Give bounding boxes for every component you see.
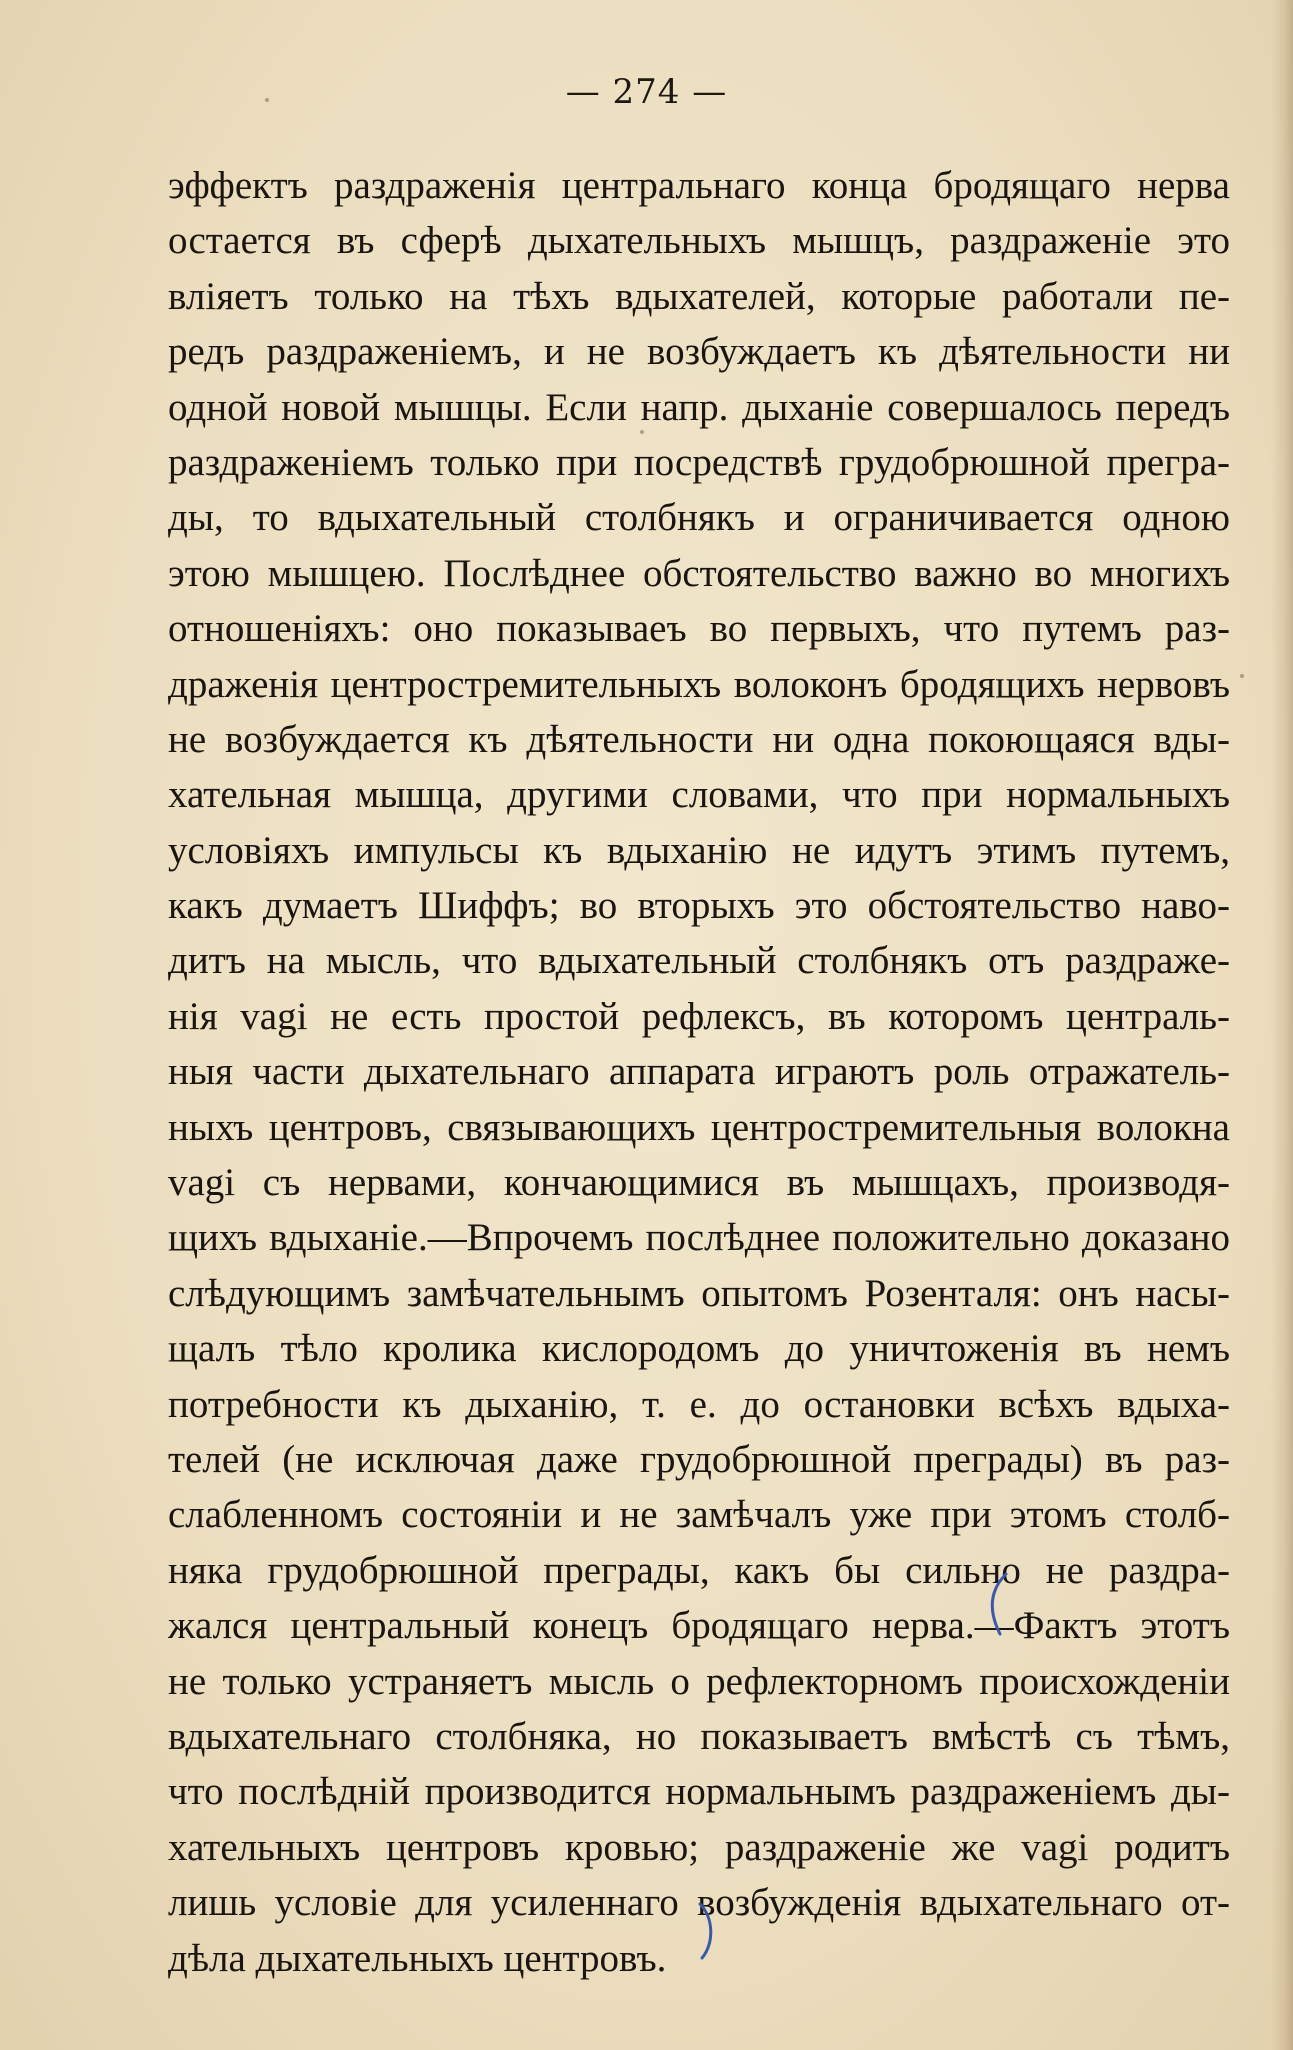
speck xyxy=(1240,674,1244,678)
text-line: хательныхъ центровъ кровью; раздраженіе же vagi родитъ xyxy=(168,1825,1230,1869)
text-line: няка грудобрюшной преграды, какъ бы сильно не раздра- xyxy=(168,1548,1230,1592)
pencil-bracket-mark-icon xyxy=(982,1570,1012,1640)
text-line-last: дѣла дыхательныхъ центровъ. xyxy=(168,1936,667,1980)
text-line: этою мышцею. Послѣднее обстоятельство важно во многихъ xyxy=(168,551,1230,595)
text-line: телей (не исключая даже грудобрюшной преграды) въ раз- xyxy=(168,1437,1230,1481)
text-line: слабленномъ состояніи и не замѣчалъ уже при этомъ столб- xyxy=(168,1493,1230,1537)
text-line: не возбуждается къ дѣятельности ни одна покоющаяся вды- xyxy=(168,717,1230,761)
text-line: вдыхательнаго столбняка, но показываетъ вмѣстѣ съ тѣмъ, xyxy=(168,1714,1230,1758)
text-line: слѣдующимъ замѣчательнымъ опытомъ Розенталя: онъ насы- xyxy=(168,1271,1230,1315)
text-line: vagi съ нервами, кончающимися въ мышцахъ, производя- xyxy=(168,1161,1230,1205)
text-line: ныхъ центровъ, связывающихъ центростремительныя волокна xyxy=(168,1105,1230,1149)
text-line: вліяетъ только на тѣхъ вдыхателей, которые работали пе- xyxy=(168,274,1230,318)
text-line: не только устраняетъ мысль о рефлекторномъ происхожденіи xyxy=(168,1659,1230,1703)
text-line: какъ думаетъ Шиффъ; во вторыхъ это обстоятельство наво- xyxy=(168,884,1230,928)
text-line: щалъ тѣло кролика кислородомъ до уничтоженія въ немъ xyxy=(168,1327,1230,1371)
text-line: остается въ сферѣ дыхательныхъ мышцъ, раздраженіе это xyxy=(168,219,1230,263)
body-text xyxy=(168,158,1230,1986)
text-line: потребности къ дыханію, т. е. до остановки всѣхъ вдыха- xyxy=(168,1382,1230,1426)
page-number: — 274 — xyxy=(565,72,728,112)
text-line: нія vagi не есть простой рефлексъ, въ которомъ централь- xyxy=(168,994,1230,1038)
text-line: ды, то вдыхательный столбнякъ и ограничивается одною xyxy=(168,496,1230,540)
pencil-closing-bracket-icon xyxy=(696,1900,720,1962)
text-line: дитъ на мысль, что вдыхательный столбнякъ отъ раздраже- xyxy=(168,939,1230,983)
text-line: редъ раздраженіемъ, и не возбуждаетъ къ дѣятельности ни xyxy=(168,330,1230,374)
speck xyxy=(640,430,644,434)
page-edge-shadow xyxy=(1271,0,1293,2050)
text-line: что послѣдній производится нормальнымъ раздраженіемъ ды- xyxy=(168,1770,1230,1814)
text-line: щихъ вдыханіе.—Впрочемъ послѣднее положительно доказано xyxy=(168,1216,1230,1260)
text-line: эффектъ раздраженія центральнаго конца бродящаго нерва xyxy=(168,164,1230,207)
text-line: драженія центростремительныхъ волоконъ бродящихъ нервовъ xyxy=(168,662,1230,706)
text-line: жался центральный конецъ бродящаго нерва.—Фактъ этотъ xyxy=(168,1604,1230,1648)
text-line: отношеніяхъ: оно показываеъ во первыхъ, что путемъ раз- xyxy=(168,607,1230,651)
speck xyxy=(265,98,269,102)
text-line: ныя части дыхательнаго аппарата играютъ роль отражатель- xyxy=(168,1050,1230,1094)
text-line: одной новой мышцы. Если напр. дыханіе совершалось передъ xyxy=(168,385,1230,429)
text-line: лишь условіе для усиленнаго возбужденія вдыхательнаго от- xyxy=(168,1881,1230,1925)
text-line: хательная мышца, другими словами, что при нормальныхъ xyxy=(168,773,1230,817)
text-line: раздраженіемъ только при посредствѣ грудобрюшной прегра- xyxy=(168,440,1230,484)
text-line: условіяхъ импульсы къ вдыханію не идутъ этимъ путемъ, xyxy=(168,828,1230,872)
